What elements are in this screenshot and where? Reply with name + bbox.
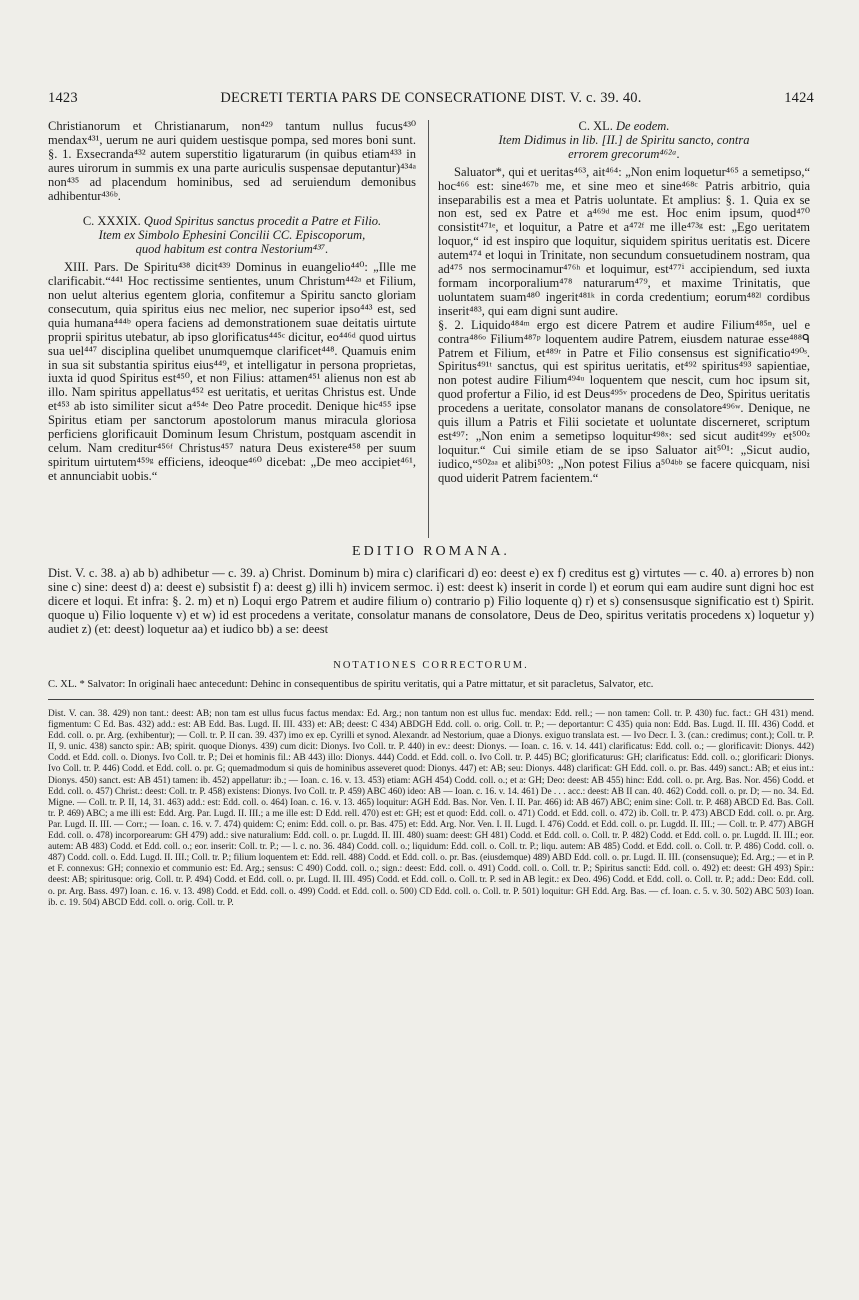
page-number-left: 1423 bbox=[48, 90, 78, 106]
two-column-body bbox=[48, 120, 814, 540]
left-paragraph-1: Christianorum et Christianarum, non⁴²⁹ tantum nullus fucus⁴³⁰ mendax⁴³¹, uerum ne auri quidem uestisque pompa, sed mores boni sunt. §. 1. Exsecranda⁴³² autem superstitio ligaturarum (in quibus etiam⁴³³ in aures uirorum in summis ex una parte auriculis suspensae deputantur)⁴³⁴ᵃ non⁴³⁵ ad placendum hominibus, sed ad seruiendum demonibus adhibentur⁴³⁶ᵇ. bbox=[48, 119, 416, 203]
chapter-number: C. XXXIX. bbox=[82, 214, 141, 229]
page-number-right: 1424 bbox=[784, 90, 814, 106]
chapter-source-2: errorem grecorum⁴⁶²ᵃ. bbox=[568, 146, 680, 161]
editio-romana-heading: EDITIO ROMANA. bbox=[352, 544, 510, 559]
chapter-source-1: Item Didimus in lib. [II.] de Spiritu sancto, contra bbox=[498, 132, 750, 147]
chapter-number: C. XL. bbox=[578, 119, 613, 133]
column-divider bbox=[428, 120, 429, 538]
left-paragraph-2: XIII. Pars. De Spiritu⁴³⁸ dicit⁴³⁹ Dominus in euangelio⁴⁴⁰: „Ille me clarificabit.“⁴⁴¹ Hoc rectissime sentientes, unum Christum⁴⁴²ᵃ et Filium, non uelut alterius egentem gloria, confitemur a Spiritu sancto gloriam consecutum, quia spiritus eius nec melior, nec superior ipso⁴⁴³ est, sed quia humana⁴⁴⁴ᵇ opera faciens ad demonstrationem suae deitatis uirtute proprii spiritus utebatur, ab ipso glorificatus⁴⁴⁵ᶜ dicitur, eo⁴⁴⁶ᵈ quod uirtus sua uel⁴⁴⁷ disciplina quelibet unumquemque clarificet⁴⁴⁸. Quamuis enim in sua sit substantia spiritus eius⁴⁴⁹, et intelligatur in persona proprietas, iuxta id quod Spiritus est⁴⁵⁰, et non Filius: attamen⁴⁵¹ alienus non est ab illo. Nam spiritus appellatus⁴⁵² est ueritatis, et ueritas Christus est. Unde et⁴⁵³ ab isto similiter sicut a⁴⁵⁴ᵉ Deo Patre procedit. Denique hic⁴⁵⁵ ipse Spiritus etiam per sanctorum apostolorum manus miracula gloriosa perficiens glorificauit Dominum Iesum Christum, postquam ascendit in celum. Nam creditur⁴⁵⁶ᶠ Christus⁴⁵⁷ natura Deus existere⁴⁵⁸ per suum spiritum uirtutem⁴⁵⁹ᵍ efficiens, ideoque⁴⁶⁰ dicebat: „De meo accipiet⁴⁶¹, et annunciabit uobis.“ bbox=[48, 260, 416, 483]
running-title: DECRETI TERTIA PARS DE CONSECRATIONE DIST. V. c. 39. 40. bbox=[220, 90, 642, 106]
chapter-source-1: Item ex Simbolo Ephesini Concilii CC. Episcoporum, bbox=[98, 228, 366, 243]
chapter-heading-39 bbox=[48, 215, 416, 229]
chapter-source-2: quod habitum est contra Nestorium⁴³⁷. bbox=[135, 242, 329, 257]
left-column bbox=[48, 120, 416, 484]
page-header bbox=[48, 90, 814, 112]
right-paragraph-2: §. 2. Liquido⁴⁸⁴ᵐ ergo est dicere Patrem et audire Filium⁴⁸⁵ⁿ, uel e contra⁴⁸⁶ᵒ Filium⁴⁸⁷ᵖ loquentem audire Patrem, eiusdem naturae esse⁴⁸⁸ᑫ Patrem et Filium, et⁴⁸⁹ʳ in Patre et Filio consensus est significatio⁴⁹⁰ˢ. Spiritus⁴⁹¹ᵗ sanctus, qui est spiritus ueritatis, et⁴⁹² spiritus⁴⁹³ sapientiae, non potest audire Filium⁴⁹⁴ᵘ loquentem que nescit, cum hoc ipsum sit, quod profertur a Filio, id est Deus⁴⁹⁵ᵛ procedens de Deo, Spiritus ueritatis procedens a ueritate, consolator manans de consolatore⁴⁹⁶ʷ. Denique, ne quis illum a Patris et Filii societate et uoluntate discerneret, scriptum est⁴⁹⁷: „Non enim a semetipso loquitur⁴⁹⁸ˣ: sed sicut audit⁴⁹⁹ʸ et⁵⁰⁰ᶻ loquitur.“ Cui simile etiam de se ipso Saluator ait⁵⁰¹: „Sicut audio, iudico,“⁵⁰²ᵃᵃ et alibi⁵⁰³: „Non potest Filius a⁵⁰⁴ᵇᵇ se facere quicquam, nisi quod uiderit Patrem facientem.“ bbox=[438, 317, 810, 485]
footnote-rule bbox=[48, 699, 814, 700]
notationes-text: C. XL. * Salvator: In originali haec antecedunt: Dehinc in consequentibus de spiritu veritatis, qui a Patre mittatur, et sit paracletus, Salvator, etc. bbox=[48, 679, 654, 690]
chapter-title: De eodem. bbox=[616, 119, 670, 133]
right-paragraph-1: Saluator*, qui et ueritas⁴⁶³, ait⁴⁶⁴: „Non enim loquetur⁴⁶⁵ a semetipso,“ hoc⁴⁶⁶ est: sine⁴⁶⁷ᵇ me, et sine meo et sine⁴⁶⁸ᶜ Patris arbitrio, quia inseparabilis est a mea et Patris uoluntate. Et amplius: §. 1. Quia ex se non est, sed ex Patre et a⁴⁶⁹ᵈ me est. Hoc enim ipsum, quod⁴⁷⁰ consistit⁴⁷¹ᵉ, et loquitur, a Patre et a⁴⁷²ᶠ me ille⁴⁷³ᵍ est: „Ego ueritatem loquor,“ id est inspiro que loquitur, siquidem spiritus ueritatis est. Dicere autem⁴⁷⁴ et loqui in Trinitate, non secundum consuetudinem nostram, qua ad⁴⁷⁵ nos sermocinamur⁴⁷⁶ʰ et loquimur, est⁴⁷⁷ⁱ accipiendum, sed iuxta formam incorporalium⁴⁷⁸ naturarum⁴⁷⁹, et maxime Trinitatis, que uoluntatem suam⁴⁸⁰ ingerit⁴⁸¹ᵏ in corda credentium; eorum⁴⁸²ˡ cordibus inserit⁴⁸³, qui eam digni sunt audire. bbox=[438, 164, 810, 318]
footnotes: Dist. V. can. 38. 429) non tant.: deest: AB; non tam est ullus fucus factus mendax: Ed. Arg.; non tantum non est ullus fuc. mendax: Edd. rell.; — non tamen: Coll. tr. P. 430) fuc. fact.: GH 431) mend. figmentum: C Ed. Bas. 432) add.: est: AB Edd. Bas. Lugd. II. III. 433) et: AB; deest: C 434) ABDGH Edd. coll. o. orig. Coll. tr. P.; — deportantur: C 435) quia non: Edd. Bas. Lugd. II. III. 436) Codd. et Edd. coll. o. pr. Arg. (exhibentur); — Coll. tr. P. II can. 39. 437) imo ex ep. Cyrilli et synod. Alexandr. ad Nestorium, quae a Dionys. exiguo translata est. — Ivo Decr. I. 3. (can.: credimus; cont.); Coll. tr. P. II, 9. unic. 438) sancto spir.: AB; spirit. quoque Dionys. 439) cum dicit: Dionys. Ivo Coll. tr. P. 440) in ev.: deest: Dionys. — Ioan. c. 16. v. 14. 441) clarificatus: Edd. coll. o.; — glorificavit: Dionys. 442) Codd. et Edd. coll. o. Dionys. Ivo Coll. tr. P.; Dei et hominis fil.: AB 443) illo: Dionys. 444) Codd. et Edd. coll. o. Ivo Coll. tr. P. 445) BC; glorificaturus: GH; clarificatus: Edd. coll. o.; glorificari: Dionys. Ivo Coll. tr. P. 446) Codd. et Edd. coll. o. pr. G; quemadmodum si quis de hominibus asseveret quod: Dionys. 447) et: AB; seu: Dionys. 448) clarificat: GH Edd. coll. o. pr. Bas. 449) sanct.: AB; et eius int.: Dionys. 450) sanct. est: AB 451) tamen: ib. 452) appellatur: ib.; — Ioan. c. 16. v. 13. 453) etiam: AGH 454) Codd. coll. o.; et a: GH; Deo: deest: AB 455) hinc: Edd. coll. o. pr. Arg. Bas. Nor. 456) Codd. et Edd. coll. o. 457) Christ.: deest: Coll. tr. P. 458) existens: Dionys. Ivo Coll. tr. P. 459) ABC 460) ideo: AB — Ioan. c. 16. v. 14. 461) De . . . acc.: deest: AB II can. 40. 462) Codd. coll. o. pr. D; — no. 34. Ed. Migne. — Coll. tr. P. II, 14, 31. 463) add.: est: Edd. coll. o. 464) Ioan. c. 16. v. 13. 465) loquitur: AGH Edd. Bas. Nor. Ven. I. II. Par. 466) id: AB 467) ABC; enim sine: Coll. tr. P. 468) ABCD Ed. Bas. Coll. tr. P. 469) ABC; a me illi est: Edd. Arg. Par. Lugd. II. III.; a me ille est: D Edd. rell. 470) est et: GH; est et quod: Edd. coll. o. 471) Codd. et Edd. coll. o. 472) ib. Coll. tr. P. 473) ABCD Edd. coll. o. pr. Arg. Par. Lugd. II. III. — Corr.; — Ioan. c. 16. v. 7. 474) quidem: C; enim: Edd. coll. o. pr. Bas. 475) et: Edd. Arg. Nor. Ven. I. II. Lugd. I. 476) Codd. et Edd. coll. o. pr. Lugdd. II. III.; — Coll. tr. P. 477) ABGH Edd. coll. o. 478) incorporearum: GH 479) add.: sive naturalium: Edd. coll. o. pr. Lugdd. II. III. 480) suam: deest: GH 481) Codd. et Edd. coll. o. Coll. tr. P. 482) Codd. et Edd. coll. o. pr. Lugdd. II. III.; eor. autem: AB 483) Codd. et Edd. coll. o.; eor. inserit: Coll. tr. P.; — l. c. no. 36. 484) Codd. coll. o.; liquidum: Edd. coll. o. Coll. tr. P.; liqu. autem: AB 485) Codd. et Edd. coll. o. Coll. tr. P. 486) Codd. coll. o. 487) Codd. coll. o. Edd. Lugd. II. III.; Coll. tr. P.; filium loquentem et: Edd. rell. 488) Codd. et Edd. coll. o. pr. Bas. (eiusdemque) 489) ABD Edd. coll. o. pr. Lugd. II. III. (consensuque); Ed. Arg.; — et in P. et F. connexus: GH; connexio et communio est: Ed. Arg.; sensus: C 490) Codd. coll. o.; sign.: deest: Edd. coll. o. 491) Codd. coll. o. Coll. tr. P.; Spiritus sancti: Edd. coll. o. 492) et: deest: GH 493) Spir.: deest: AB; spiritusque: orig. Coll. tr. P. 494) Codd. et Edd. coll. o. pr. Lugd. II. III. 495) Codd. et Edd. coll. o. Coll. tr. P. sed in AB legit.: ex Deo. 496) Codd. et Edd. coll. o. Coll. tr. P.; add.: Deo: Edd. coll. o. pr. Arg. Bass. 497) Ioan. c. 16. v. 13. 498) Codd. et Edd. coll. o. 499) Codd. et Edd. coll. o. 500) CD Edd. coll. o. Coll. tr. P. 501) loquitur: GH Edd. Arg. Bas. — cf. Ioan. c. 5. v. 30. 502) ABC 503) Ioan. ib. c. 19. 504) ABCD Edd. coll. o. orig. Coll. tr. P. bbox=[48, 709, 814, 908]
editio-romana-text: Dist. V. c. 38. a) ab b) adhibetur — c. 39. a) Christ. Dominum b) mira c) clarificari d) eo: deest e) ex f) creditus est g) virtutes — c. 40. a) errores b) non sine c) sine: deest d) a: deest e) subsistit f) a: deest g) illi h) invicem sermoc. i) est: deest k) inserit in corde l) et eorum qui eam audire sunt digni hoc est dicere et loqui. Et infra: §. 2. m) et n) Loqui ergo Patrem et audire filium o) contrario p) Filio loquente q) r) et s) consensusque significatio est t) Spirit. quoque u) Filio loquente v) et w) id est procedens a veritate, consolatur manans de consolatore, Deus de Deo, spiritus veritatis procedens x) loquetur y) audiet z) (et: deest) loquetur aa) et iudico bb) a se: deest bbox=[48, 566, 814, 636]
chapter-heading-40 bbox=[438, 120, 810, 134]
chapter-title: Quod Spiritus sanctus procedit a Patre et Filio. bbox=[143, 214, 382, 229]
notationes-heading: NOTATIONES CORRECTORUM. bbox=[333, 660, 529, 671]
right-column bbox=[438, 120, 810, 486]
